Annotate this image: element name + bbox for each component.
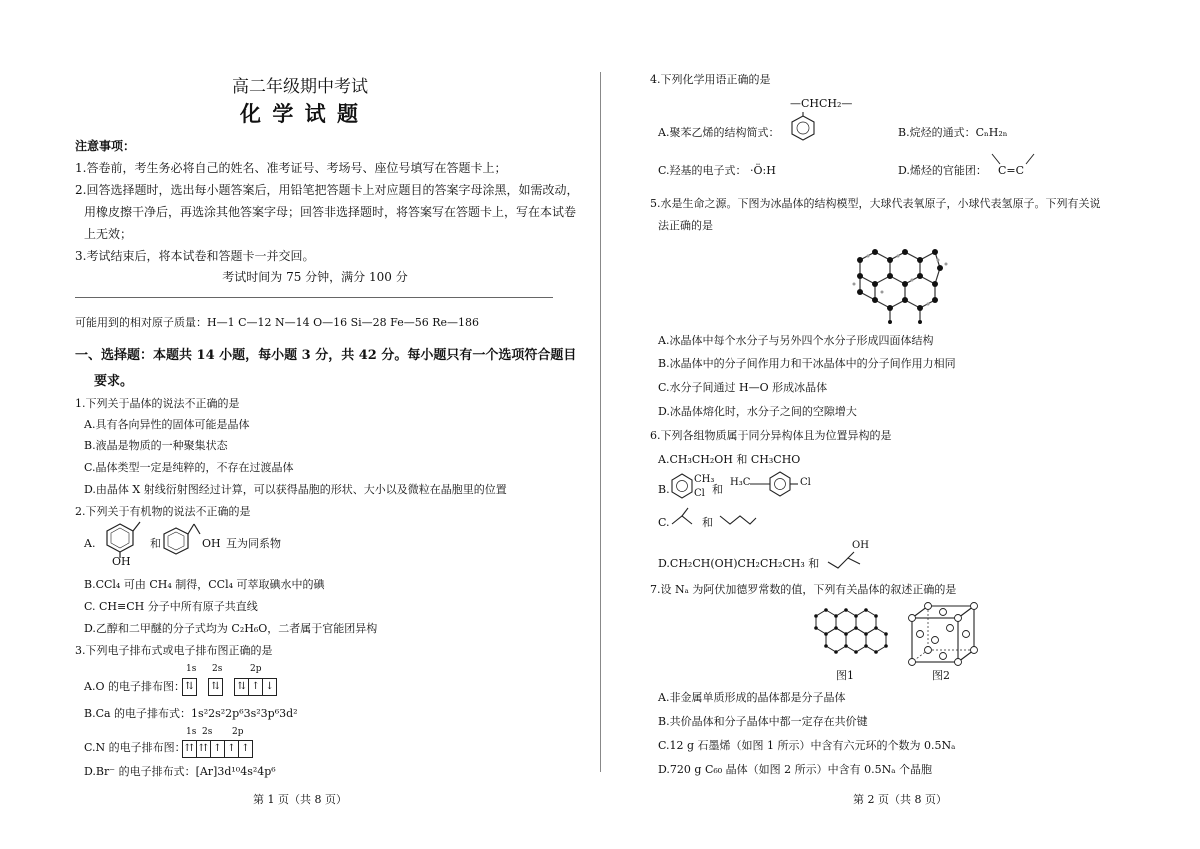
q1-option-a: A.具有各向异性的固体可能是晶体: [84, 418, 250, 431]
q6b-cl-1: Cl: [694, 488, 705, 499]
orbital-box: ↑: [211, 741, 225, 757]
exam-title: 高二年级期中考试: [232, 77, 368, 97]
q3a-orbital-diagram: [182, 676, 277, 696]
q3c-orbital-diagram: [182, 738, 253, 758]
q6d-oh: OH: [852, 540, 869, 551]
q6b-cl-2: Cl: [800, 477, 811, 488]
notice-3: 3.考试结束后，将本试卷和答题卡一并交回。: [75, 249, 315, 263]
page-footer-right: 第 2 页（共 8 页）: [853, 793, 947, 806]
question-1: 1.下列关于晶体的说法不正确的是: [75, 397, 240, 410]
q4-option-b: B.烷烃的通式：CₙH₂ₙ: [898, 126, 1008, 139]
question-6: 6.下列各组物质属于同分异构体且为位置异构的是: [650, 429, 892, 442]
q3-option-b: B.Ca 的电子排布式：1s²2s²2p⁶3s²3p⁶3d²: [84, 707, 298, 720]
q1-option-b: B.液晶是物质的一种聚集状态: [84, 439, 228, 452]
q3-option-d: D.Br⁻ 的电子排布式：[Ar]3d¹⁰4s²4p⁶: [84, 765, 276, 778]
q5-option-b: B.冰晶体中的分子间作用力和干冰晶体中的分子间作用力相同: [658, 357, 956, 370]
q3c-label: C.N 的电子排布图：: [84, 741, 186, 754]
q4-option-c: C.羟基的电子式：: [658, 164, 747, 177]
notice-2-cont: 用橡皮擦干净后，再选涂其他答案字母；回答非选择题时，将答案写在答题卡上，写在本试卷: [84, 205, 577, 219]
orbital-box: ↑: [249, 679, 263, 695]
q5-option-c: C.水分子间通过 H—O 形成冰晶体: [658, 381, 828, 394]
q5-option-d: D.冰晶体熔化时，水分子之间的空隙增大: [658, 405, 857, 418]
notice-heading: 注意事项：: [75, 139, 136, 153]
orbital-box: ↓: [265, 680, 274, 692]
atomic-masses: 可能用到的相对原子质量：H—1 C—12 N—14 O—16 Si—28 Fe—56 Re—186: [75, 316, 479, 329]
orbital-box: ↑: [241, 742, 250, 754]
q4a-chain: —CHCH₂—: [790, 97, 853, 110]
figure-1-caption: 图1: [836, 669, 854, 682]
q6b-h3c: H₃C: [730, 477, 751, 488]
q6-option-d: D.CH₂CH(OH)CH₂CH₂CH₃ 和: [658, 557, 820, 570]
q2a-oh-2: OH: [202, 537, 221, 550]
orbital-box: ⇈: [183, 741, 197, 757]
orbital-box: ⇅: [211, 680, 220, 692]
q7-option-c: C.12 g 石墨烯（如图 1 所示）中含有六元环的个数为 0.5Nₐ: [658, 739, 956, 752]
q2a-oh-1: OH: [112, 555, 131, 568]
q3a-label: A.O 的电子排布图：: [84, 680, 185, 693]
benzene-ring-icon: [790, 112, 816, 140]
ice-crystal-model: [850, 240, 950, 330]
q4-option-a: A.聚苯乙烯的结构简式：: [658, 126, 780, 139]
q2a-prefix: A.: [84, 537, 96, 550]
notice-1: 1.答卷前，考生务必将自己的姓名、准考证号、考场号、座位号填写在答题卡上；: [75, 161, 507, 175]
q2-option-c: C. CH≡CH 分子中所有原子共直线: [84, 600, 258, 613]
q3c-1s-label: 1s: [186, 727, 197, 737]
q7-option-b: B.共价晶体和分子晶体中都一定存在共价键: [658, 715, 868, 728]
alcohol-skeleton: [826, 550, 866, 572]
graphene-figure: [810, 606, 890, 662]
q1-option-c: C.晶体类型一定是纯粹的，不存在过渡晶体: [84, 461, 294, 474]
orbital-box: ⇅: [185, 680, 194, 692]
q2-option-b: B.CCl₄ 可由 CH₄ 制得，CCl₄ 可萃取碘水中的碘: [84, 578, 325, 591]
q7-option-d: D.720 g C₆₀ 晶体（如图 2 所示）中含有 0.5Nₐ 个晶胞: [658, 763, 933, 776]
right-page: [600, 0, 1200, 849]
q1-option-d: D.由晶体 X 射线衍射图经过计算，可以获得晶胞的形状、大小以及微粒在晶胞里的位置: [84, 483, 507, 496]
q2a-and: 和: [150, 537, 161, 550]
section-heading-cont: 要求。: [94, 374, 134, 389]
section-heading: 一、选择题：本题共 14 小题，每小题 3 分，共 42 分。每小题只有一个选项符合题目: [75, 348, 577, 363]
q2a-suffix: 互为同系物: [226, 537, 281, 550]
question-4: 4.下列化学用语正确的是: [650, 73, 771, 86]
q3a-1s-label: 1s: [186, 664, 197, 674]
q4-option-d: D.烯烃的官能团：: [898, 164, 987, 177]
q4c-formula: ·Ö:H: [750, 164, 776, 177]
q6b-prefix: B.: [658, 483, 670, 496]
chlorotoluene-structure-1: [670, 472, 694, 500]
linear-alkane-skeleton: [718, 508, 758, 528]
q7-option-a: A.非金属单质形成的晶体都是分子晶体: [658, 691, 846, 704]
q2-option-d: D.乙醇和二甲醚的分子式均为 C₂H₆O，二者属于官能团异构: [84, 622, 378, 635]
page-footer-left: 第 1 页（共 8 页）: [253, 793, 347, 806]
figure-2-caption: 图2: [932, 669, 950, 682]
q6c-and: 和: [702, 516, 713, 529]
notice-2-end: 上无效；: [84, 227, 133, 241]
phenol-derivative-structure-2: [162, 522, 202, 556]
q3c-2s-label: 2s: [202, 727, 213, 737]
q6-option-a: A.CH₃CH₂OH 和 CH₃CHO: [658, 453, 801, 466]
orbital-box: ↑: [225, 741, 239, 757]
orbital-box: ⇅: [235, 679, 249, 695]
q3a-2p-label: 2p: [250, 664, 262, 674]
c60-unit-cell-figure: [908, 602, 978, 666]
question-3: 3.下列电子排布式或电子排布图正确的是: [75, 644, 273, 657]
question-7: 7.设 Nₐ 为阿伏加德罗常数的值，下列有关晶体的叙述正确的是: [650, 583, 957, 596]
time-info: 考试时间为 75 分钟，满分 100 分: [222, 270, 408, 284]
q3a-2s-label: 2s: [212, 664, 223, 674]
q6b-and: 和: [712, 483, 723, 496]
q6b-ch3: CH₃: [694, 474, 715, 485]
notice-2: 2.回答选择题时，选出每小题答案后，用铅笔把答题卡上对应题目的答案字母涂黑，如需改动，: [75, 183, 579, 197]
question-2: 2.下列关于有机物的说法不正确的是: [75, 505, 251, 518]
question-5: 5.水是生命之源。下图为冰晶体的结构模型，大球代表氧原子，小球代表氢原子。下列有关说: [650, 197, 1101, 210]
branched-alkane-skeleton: [670, 506, 700, 528]
separator-line: [75, 297, 553, 298]
exam-subtitle: 化 学 试 题: [240, 101, 360, 126]
orbital-box: ⇈: [197, 741, 211, 757]
q6c-prefix: C.: [658, 516, 670, 529]
q4d-formula: C=C: [998, 164, 1025, 177]
q5-option-a: A.冰晶体中每个水分子与另外四个水分子形成四面体结构: [658, 334, 934, 347]
q3c-2p-label: 2p: [232, 727, 244, 737]
question-5-cont: 法正确的是: [658, 219, 713, 232]
